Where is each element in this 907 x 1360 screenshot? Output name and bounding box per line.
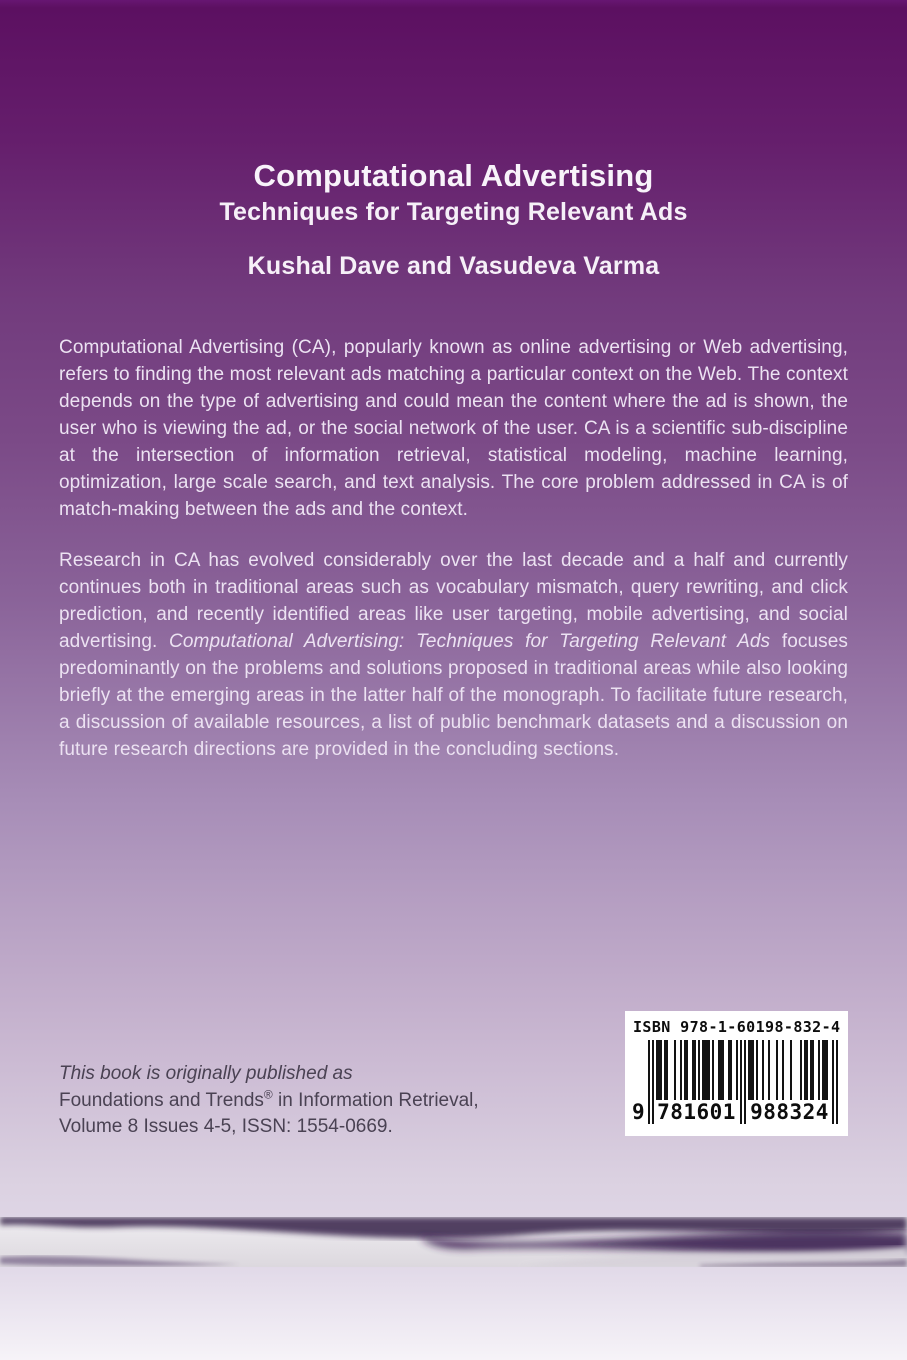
barcode-bar [790, 1040, 792, 1100]
barcode-digit-group-2: 988324 [748, 1100, 831, 1124]
barcode-bar [656, 1040, 662, 1100]
barcode-bar [664, 1040, 668, 1100]
isbn-label: ISBN 978-1-60198-832-4 [633, 1018, 841, 1036]
barcode-bar [810, 1040, 814, 1100]
abstract-paragraph-2-book-title-italic: Computational Advertising: Techniques for Targeting Relevant Ads [169, 631, 771, 652]
barcode-bar [728, 1040, 732, 1100]
barcode-bar [756, 1040, 758, 1100]
barcode-bar [804, 1040, 808, 1100]
barcode-bar [822, 1040, 828, 1100]
abstract-paragraph-1 [59, 334, 848, 523]
publication-note-line-2 [59, 1088, 619, 1115]
barcode-bar [692, 1040, 696, 1100]
barcode-bar [698, 1040, 700, 1100]
abstract-paragraph-1-text: Computational Advertising (CA), popularly known as online advertising or Web advertising, refers to finding the most relevant ads matching a particular context on the Web. The context depends on the type of advertising and could mean the content where the ad is shown, the user who is viewing the ad, or the social network of the user. CA is a scientific sub-discipline at the intersection of information retrieval, statistical modeling, machine learning, optimization, large scale search, and text analysis. The core problem addressed in CA is of match-making between the ads and the context. [59, 337, 848, 520]
barcode-bar [652, 1040, 654, 1124]
publication-note [59, 1061, 619, 1141]
registered-trademark-symbol: ® [263, 1087, 273, 1102]
cover-bottom-fade [0, 1267, 907, 1360]
barcode-bar [736, 1040, 738, 1100]
barcode-digit-group-1: 781601 [655, 1100, 738, 1124]
book-title: Computational Advertising [253, 158, 654, 193]
barcode-bar [776, 1040, 778, 1100]
barcode-bar [748, 1040, 754, 1100]
barcode-bar [648, 1040, 650, 1124]
barcode-digit-first: 9 [632, 1100, 646, 1124]
ean-barcode-bars [632, 1040, 838, 1124]
barcode-bar [740, 1040, 742, 1124]
barcode-bar [832, 1040, 834, 1124]
barcode-bar [718, 1040, 724, 1100]
abstract-paragraph-2-tail: focuses predominantly on the problems and solutions proposed in traditional areas while also looking briefly at the emerging areas in the latter half of the monograph. To facilitate future research, a discussion of available resources, a list of public benchmark datasets and a discussion on future research directions are provided in the concluding sections. [59, 631, 849, 760]
publication-note-line-1: This book is originally published as [59, 1063, 353, 1084]
barcode-bar [836, 1040, 838, 1124]
abstract-paragraph-2-lead: Research in CA has evolved considerably over the last decade and a half and currently continues both in traditional areas such as vocabulary mismatch, query rewriting, and click prediction, and recently identified areas like user targeting, mobile advertising, and social advertising. [59, 550, 848, 652]
publication-note-line-3: Volume 8 Issues 4-5, ISSN: 1554-0669. [59, 1116, 393, 1137]
book-authors: Kushal Dave and Vasudeva Varma [247, 252, 660, 280]
journal-name-suffix: in Information Retrieval, [272, 1089, 479, 1111]
barcode-bar [782, 1040, 784, 1100]
barcode-bar [712, 1040, 714, 1100]
barcode-bar [800, 1040, 802, 1100]
barcode-bar [702, 1040, 710, 1100]
barcode-bar [768, 1040, 770, 1100]
journal-name: Foundations and Trends [59, 1089, 264, 1111]
barcode-bar [762, 1040, 764, 1100]
isbn-barcode-box [625, 1011, 848, 1136]
book-subtitle: Techniques for Targeting Relevant Ads [219, 198, 688, 226]
barcode-bar [744, 1040, 746, 1124]
smoke-ribbon-graphic [0, 1217, 907, 1267]
barcode-bar [818, 1040, 820, 1100]
abstract-paragraph-2 [59, 547, 848, 763]
barcode-bar [674, 1040, 676, 1100]
barcode-bar [680, 1040, 682, 1100]
barcode-bar [684, 1040, 688, 1100]
